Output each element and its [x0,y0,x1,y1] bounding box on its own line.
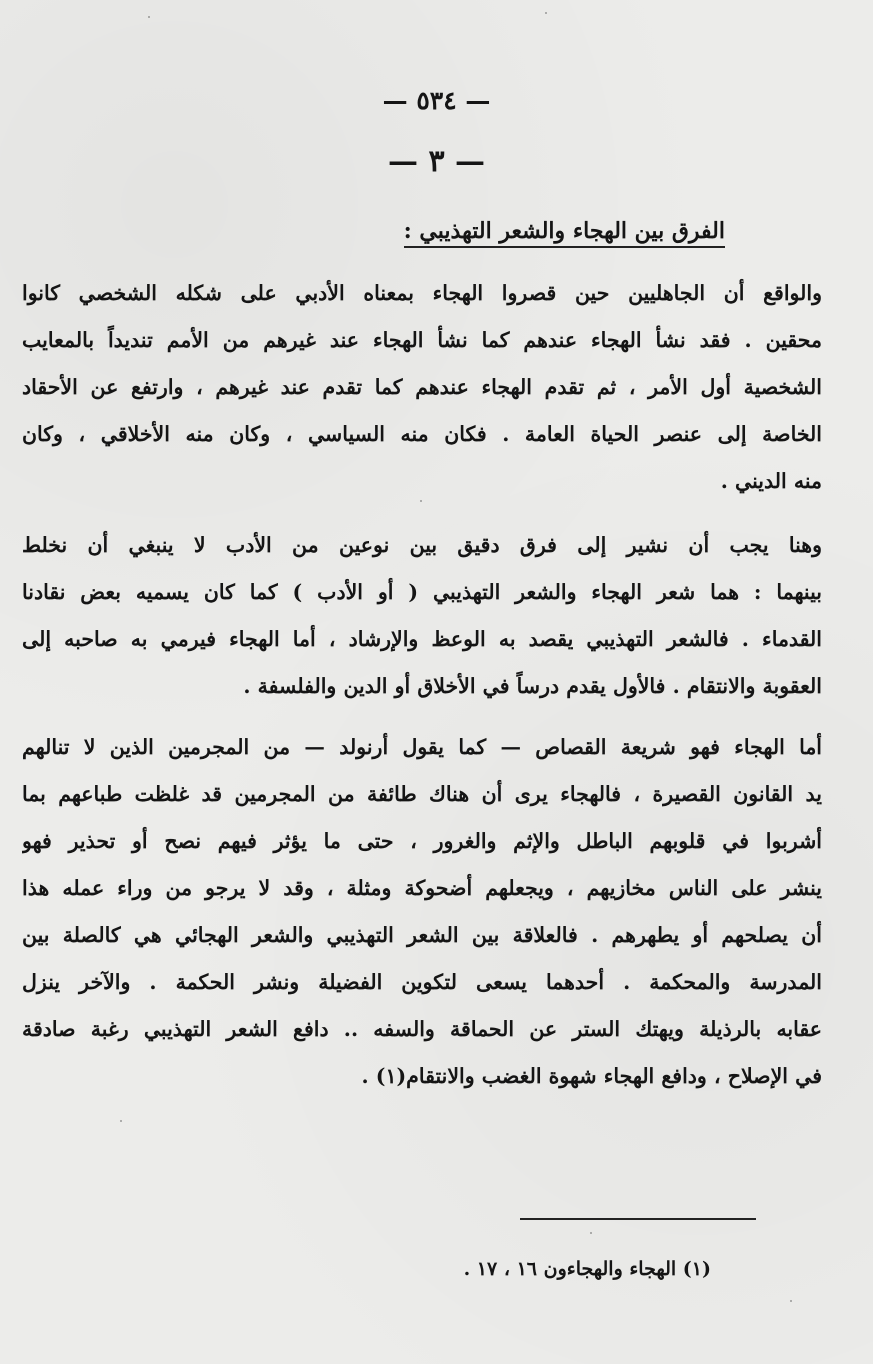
footnote: (١) الهجاء والهجاءون ١٦ ، ١٧ . [463,1258,711,1280]
text-line: أشربوا في قلوبهم الباطل والإثم والغرور ، حتى ما يؤثر فيهم نصح أو تحذير فهو [22,829,822,853]
text-line: منه الديني . [720,469,822,493]
text-line: أما الهجاء فهو شريعة القصاص — كما يقول أرنولد — من المجرمين الذين لا تنالهم [22,735,822,759]
text-line: العقوبة والانتقام . فالأول يقدم درساً في الأخلاق أو الدين والفلسفة . [243,674,822,698]
text-line: الخاصة إلى عنصر الحياة العامة . فكان منه السياسي ، وكان منه الأخلاقي ، وكان [22,422,822,446]
section-number: — ٣ — [387,144,486,179]
text-line: محقين . فقد نشأ الهجاء عندهم كما نشأ الهجاء عند غيرهم من الأمم تنديداً بالمعايب [22,328,822,352]
paper-speck [420,500,422,502]
text-line: والواقع أن الجاهليين حين قصروا الهجاء بمعناه الأدبي على شكله الشخصي كانوا [22,281,822,305]
paper-speck [545,12,547,14]
text-line: أن يصلحهم أو يطهرهم . فالعلاقة بين الشعر التهذيبي والشعر الهجائي هي كالصلة بين [22,923,822,947]
text-line: المدرسة والمحكمة . أحدهما يسعى لتكوين الفضيلة ونشر الحكمة . والآخر ينزل [22,970,822,994]
text-line: في الإصلاح ، ودافع الهجاء شهوة الغضب والانتقام(١) . [361,1064,822,1088]
paragraph-2 [22,522,822,710]
text-line: القدماء . فالشعر التهذيبي يقصد به الوعظ والإرشاد ، أما الهجاء فيرمي به صاحبه إلى [22,627,822,651]
section-heading: الفرق بين الهجاء والشعر التهذيبي : [404,218,725,248]
page-number: — ٥٣٤ — [382,86,491,115]
text-line: الشخصية أول الأمر ، ثم تقدم الهجاء عندهم كما تقدم عند غيرهم ، وارتفع عن الأحقاد [22,375,822,399]
paragraph-3 [22,724,822,1100]
text-line: وهنا يجب أن نشير إلى فرق دقيق بين نوعين من الأدب لا ينبغي أن نخلط [22,533,822,557]
paper-speck [790,1300,792,1302]
paper-speck [590,1232,592,1234]
text-line: بينهما : هما شعر الهجاء والشعر التهذيبي ( أو الأدب ) كما كان يسميه بعض نقادنا [22,580,822,604]
footnote-divider [520,1218,756,1220]
paper-speck [148,16,150,18]
text-line: ينشر على الناس مخازيهم ، ويجعلهم أضحوكة ومثلة ، وقد لا يرجو من وراء عمله هذا [22,876,822,900]
paper-speck [120,1120,122,1122]
text-line: يد القانون القصيرة ، فالهجاء يرى أن هناك طائفة من المجرمين قد غلظت طباعهم بما [22,782,822,806]
text-line: عقابه بالرذيلة ويهتك الستر عن الحماقة والسفه .. دافع الشعر التهذيبي رغبة صادقة [22,1017,822,1041]
paragraph-1 [22,270,822,505]
